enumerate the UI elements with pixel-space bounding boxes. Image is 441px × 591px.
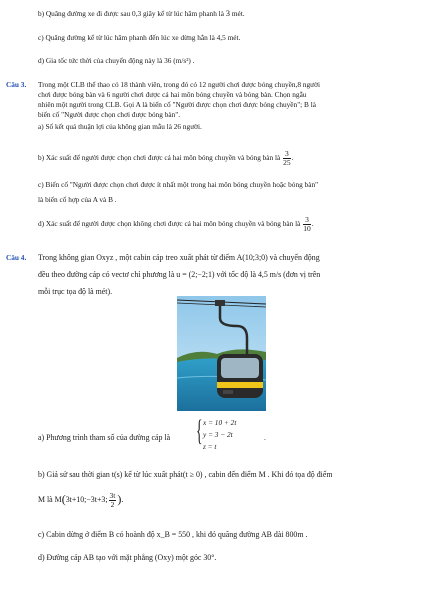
statement-text: b) Xác suất để người được chọn chơi được cả hai môn bóng chuyền và bóng bàn là [38,153,281,163]
question-3-line-2: chơi được bóng bàn và 6 người chơi được cả hai môn bóng chuyền và bóng bàn. Chọn ngẫu [38,90,307,99]
fraction-denominator: 25 [283,157,291,167]
statement-4c: c) Cabin dừng ở điểm B có hoành độ x_B = 550 , khi đó quãng đường AB dài 800m . [38,530,308,539]
statement-text: M là M [38,495,62,504]
fraction-numerator: 3t [109,490,116,500]
statement-4d: d) Đường cáp AB tạo với mặt phẳng (Oxy) một góc 30°. [38,553,217,562]
system-x-equation: x = 10 + 2t [203,418,237,427]
fraction-3-10 [303,216,311,233]
system-z-equation: z = t [203,442,217,451]
question-4-label [6,253,26,263]
statement-d-brake: d) Gia tốc tức thời của chuyển động này là 36 (m/s²) . [38,56,195,65]
fraction-denominator: 2 [110,499,115,509]
statement-4a: a) Phương trình tham số của đường cáp là [38,433,171,442]
statement-b-brake [38,8,245,19]
statement-unit: mét. [231,9,245,18]
statement-text: b) Quãng đường xe đi được sau 0,3 giây kể từ lúc hãm phanh là [38,9,224,18]
fraction-numerator: 3 [285,149,289,158]
statement-3c-line-2: là biến cố hợp của A và B . [38,195,117,204]
statement-text: d) Xác suất để người được chọn không chơi được cả hai môn bóng chuyền và bóng bàn là [38,219,301,229]
statement-value: 3 [225,8,231,18]
statement-c-brake: c) Quãng đường kể từ lúc hãm phanh đến lúc xe dừng hẳn là 4,5 mét. [38,33,241,42]
statement-3d: d) Xác suất để người được chọn không chơi được cả hai môn bóng chuyền và bóng bàn là $\frac{3}{10}$ . [38,215,314,233]
statement-3b: b) Xác suất để người được chọn chơi được cả hai môn bóng chuyền và bóng bàn là $\frac{3}{25}$ . [38,149,294,167]
fraction-denominator: 10 [303,223,311,233]
fraction-numerator: 3 [305,215,309,224]
system-y-equation: y = 3 − 2t [203,430,233,439]
question-3-line-3: nhiên một người trong CLB. Gọi A là biến cố "Người được chọn chơi được bóng chuyền"; B là [38,100,316,109]
question-number: Câu 3. [6,80,27,89]
statement-4b-line-1: b) Giả sử sau thời gian t(s) kể từ lúc xuất phát(t ≥ 0) , cabin đến điểm M . Khi đó tọa độ điểm [38,470,333,479]
close-paren: ) [117,492,122,506]
question-3-line-4: biến cố "Người được chọn chơi được bóng bàn". [38,110,181,119]
question-4-line-1: Trong không gian Oxyz , một cabin cáp treo xuất phát từ điểm A(10;3;0) và chuyển động [38,253,320,262]
open-paren: ( [61,492,66,506]
question-4-line-3: mỗi trục tọa độ là mét). [38,287,113,296]
statement-3a: a) Số kết quả thuận lợi của không gian mẫu là 26 người. [38,122,202,131]
statement-4b-line-2: M là M(3t+10;−3t+3; $\frac{3t}{2}$ ). [38,490,124,509]
system-period: . [264,433,266,442]
coordinate-expression: 3t+10;−3t+3; [65,495,108,504]
cable-car-photo [177,296,266,411]
fraction-3t-2 [109,492,117,509]
question-number: Câu 4. [6,253,27,262]
question-4-line-2: đều theo đường cáp có vectơ chỉ phương là u = (2;−2;1) với tốc độ là 4,5 m/s (đơn vị trên [38,270,321,279]
system-brace: { [196,414,203,447]
fraction-3-25 [283,150,291,167]
question-3-line-1: Trong một CLB thể thao có 18 thành viên, trong đó có 12 người chơi được bóng chuyền,8 người [38,80,320,89]
statement-3c-line-1: c) Biến cố "Người được chọn chơi được ít nhất một trong hai môn bóng chuyền hoặc bóng bàn" [38,180,319,189]
question-3-label [6,80,26,90]
